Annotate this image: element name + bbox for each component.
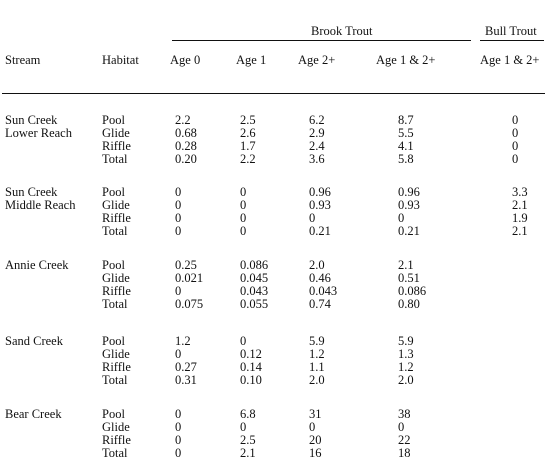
age0-cell: 0 <box>175 198 182 212</box>
age1-cell: 2.6 <box>240 126 256 140</box>
stream-group <box>0 335 547 387</box>
header-bottom-rule <box>2 93 545 94</box>
age2-cell: 1.2 <box>309 347 325 361</box>
age1-cell: 0 <box>240 198 247 212</box>
age1-2-cell: 0.93 <box>398 198 420 212</box>
age1-2-cell: 5.5 <box>398 126 414 140</box>
age1-cell: 0 <box>240 185 247 199</box>
stream-name: Sand Creek <box>5 334 63 348</box>
stream-name: Annie Creek <box>5 258 69 272</box>
age0-cell: 0.27 <box>175 360 197 374</box>
stream-name: Bear Creek <box>5 407 62 421</box>
age1-cell: 0.045 <box>240 271 269 285</box>
age1-cell: 0 <box>240 211 247 225</box>
age0-cell: 0 <box>175 433 182 447</box>
age2-cell: 6.2 <box>309 113 325 127</box>
age1-cell: 2.5 <box>240 433 256 447</box>
age1-2-cell: 0.96 <box>398 185 420 199</box>
age2-cell: 2.0 <box>309 258 325 272</box>
age1-2-cell: 0 <box>398 211 405 225</box>
table-row <box>0 374 547 387</box>
age1-2-cell: 18 <box>398 446 411 460</box>
column-header-bull-age1-2: Age 1 & 2+ <box>480 53 540 67</box>
age1-2-cell: 1.2 <box>398 360 414 374</box>
age1-2-cell: 8.7 <box>398 113 414 127</box>
table-row <box>0 348 547 361</box>
age1-cell: 2.1 <box>240 446 256 460</box>
age1-2-cell: 0 <box>398 420 405 434</box>
age2-cell: 0.46 <box>309 271 331 285</box>
habitat-cell: Total <box>102 297 128 311</box>
bull-age1-2-cell: 0 <box>512 126 519 140</box>
table-row <box>0 153 547 166</box>
age2-cell: 20 <box>309 433 322 447</box>
age0-cell: 0.021 <box>175 271 204 285</box>
age1-2-cell: 5.8 <box>398 152 414 166</box>
bull-trout-group-header: Bull Trout <box>485 24 537 38</box>
stream-name: Middle Reach <box>5 198 76 212</box>
habitat-cell: Glide <box>102 420 130 434</box>
habitat-cell: Riffle <box>102 360 131 374</box>
bull-age1-2-cell: 2.1 <box>512 224 528 238</box>
column-header-habitat: Habitat <box>102 53 139 67</box>
bull-age1-2-cell: 0 <box>512 152 519 166</box>
age0-cell: 0 <box>175 284 182 298</box>
table-row <box>0 140 547 153</box>
age1-2-cell: 5.9 <box>398 334 414 348</box>
age0-cell: 0 <box>175 347 182 361</box>
habitat-cell: Pool <box>102 113 125 127</box>
column-header-age1: Age 1 <box>236 53 267 67</box>
table-row <box>0 259 547 272</box>
habitat-cell: Total <box>102 152 128 166</box>
bull-age1-2-cell: 1.9 <box>512 211 528 225</box>
age1-cell: 0.086 <box>240 258 269 272</box>
age0-cell: 0 <box>175 224 182 238</box>
table-row <box>0 285 547 298</box>
age1-cell: 0.10 <box>240 373 262 387</box>
age1-2-cell: 0.086 <box>398 284 427 298</box>
bull-age1-2-cell: 0 <box>512 113 519 127</box>
habitat-cell: Glide <box>102 347 130 361</box>
age0-cell: 0 <box>175 420 182 434</box>
habitat-cell: Pool <box>102 407 125 421</box>
brook-trout-header-rule <box>172 40 471 41</box>
stream-group <box>0 408 547 460</box>
habitat-cell: Glide <box>102 271 130 285</box>
bull-age1-2-cell: 2.1 <box>512 198 528 212</box>
habitat-cell: Glide <box>102 126 130 140</box>
age0-cell: 0 <box>175 407 182 421</box>
table-row <box>0 272 547 285</box>
table-row <box>0 434 547 447</box>
age1-2-cell: 0.51 <box>398 271 420 285</box>
age0-cell: 0.31 <box>175 373 197 387</box>
age1-2-cell: 0.80 <box>398 297 420 311</box>
age0-cell: 0.68 <box>175 126 197 140</box>
table-row <box>0 225 547 238</box>
column-header-age2: Age 2+ <box>298 53 336 67</box>
table-row <box>0 361 547 374</box>
habitat-cell: Riffle <box>102 433 131 447</box>
age0-cell: 0.075 <box>175 297 204 311</box>
age1-2-cell: 22 <box>398 433 411 447</box>
age1-cell: 0.043 <box>240 284 269 298</box>
age2-cell: 0.93 <box>309 198 331 212</box>
stream-name: Sun Creek <box>5 113 58 127</box>
age2-cell: 0 <box>309 420 316 434</box>
age1-2-cell: 2.0 <box>398 373 414 387</box>
table-row <box>0 447 547 460</box>
age0-cell: 0.28 <box>175 139 197 153</box>
table-row <box>0 298 547 311</box>
column-header-age1-2: Age 1 & 2+ <box>376 53 436 67</box>
age2-cell: 0.74 <box>309 297 331 311</box>
age1-2-cell: 1.3 <box>398 347 414 361</box>
table-row <box>0 335 547 348</box>
column-header-stream: Stream <box>5 53 41 67</box>
table-row <box>0 199 547 212</box>
age1-cell: 0 <box>240 224 247 238</box>
age1-cell: 0 <box>240 334 247 348</box>
stream-name: Sun Creek <box>5 185 58 199</box>
age2-cell: 0.043 <box>309 284 338 298</box>
habitat-cell: Riffle <box>102 284 131 298</box>
age1-cell: 0 <box>240 420 247 434</box>
age1-cell: 0.14 <box>240 360 262 374</box>
bull-age1-2-cell: 0 <box>512 139 519 153</box>
brook-trout-group-header: Brook Trout <box>311 24 373 38</box>
stream-group <box>0 114 547 166</box>
habitat-cell: Riffle <box>102 139 131 153</box>
habitat-cell: Pool <box>102 258 125 272</box>
habitat-cell: Pool <box>102 185 125 199</box>
table-row <box>0 127 547 140</box>
bull-trout-header-rule <box>480 40 544 41</box>
age1-2-cell: 0.21 <box>398 224 420 238</box>
age2-cell: 0.21 <box>309 224 331 238</box>
age0-cell: 0.20 <box>175 152 197 166</box>
age2-cell: 16 <box>309 446 322 460</box>
age0-cell: 2.2 <box>175 113 191 127</box>
age1-cell: 1.7 <box>240 139 256 153</box>
stream-name: Lower Reach <box>5 126 72 140</box>
habitat-cell: Total <box>102 446 128 460</box>
age2-cell: 2.9 <box>309 126 325 140</box>
habitat-cell: Glide <box>102 198 130 212</box>
column-header-age0: Age 0 <box>170 53 201 67</box>
age2-cell: 31 <box>309 407 322 421</box>
age0-cell: 1.2 <box>175 334 191 348</box>
habitat-cell: Pool <box>102 334 125 348</box>
age1-cell: 0.12 <box>240 347 262 361</box>
age2-cell: 3.6 <box>309 152 325 166</box>
table-row <box>0 421 547 434</box>
age0-cell: 0.25 <box>175 258 197 272</box>
habitat-cell: Total <box>102 373 128 387</box>
age1-cell: 6.8 <box>240 407 256 421</box>
bull-age1-2-cell: 3.3 <box>512 185 528 199</box>
age2-cell: 5.9 <box>309 334 325 348</box>
age1-cell: 2.5 <box>240 113 256 127</box>
table-row <box>0 212 547 225</box>
stream-group <box>0 259 547 311</box>
age2-cell: 2.0 <box>309 373 325 387</box>
age2-cell: 0 <box>309 211 316 225</box>
age2-cell: 0.96 <box>309 185 331 199</box>
habitat-cell: Riffle <box>102 211 131 225</box>
age1-cell: 2.2 <box>240 152 256 166</box>
age2-cell: 2.4 <box>309 139 325 153</box>
table-row <box>0 408 547 421</box>
age0-cell: 0 <box>175 211 182 225</box>
age1-2-cell: 4.1 <box>398 139 414 153</box>
table-row <box>0 114 547 127</box>
table-row <box>0 186 547 199</box>
habitat-cell: Total <box>102 224 128 238</box>
stream-group <box>0 186 547 238</box>
age2-cell: 1.1 <box>309 360 325 374</box>
age0-cell: 0 <box>175 446 182 460</box>
age1-2-cell: 38 <box>398 407 411 421</box>
age1-cell: 0.055 <box>240 297 269 311</box>
age1-2-cell: 2.1 <box>398 258 414 272</box>
age0-cell: 0 <box>175 185 182 199</box>
